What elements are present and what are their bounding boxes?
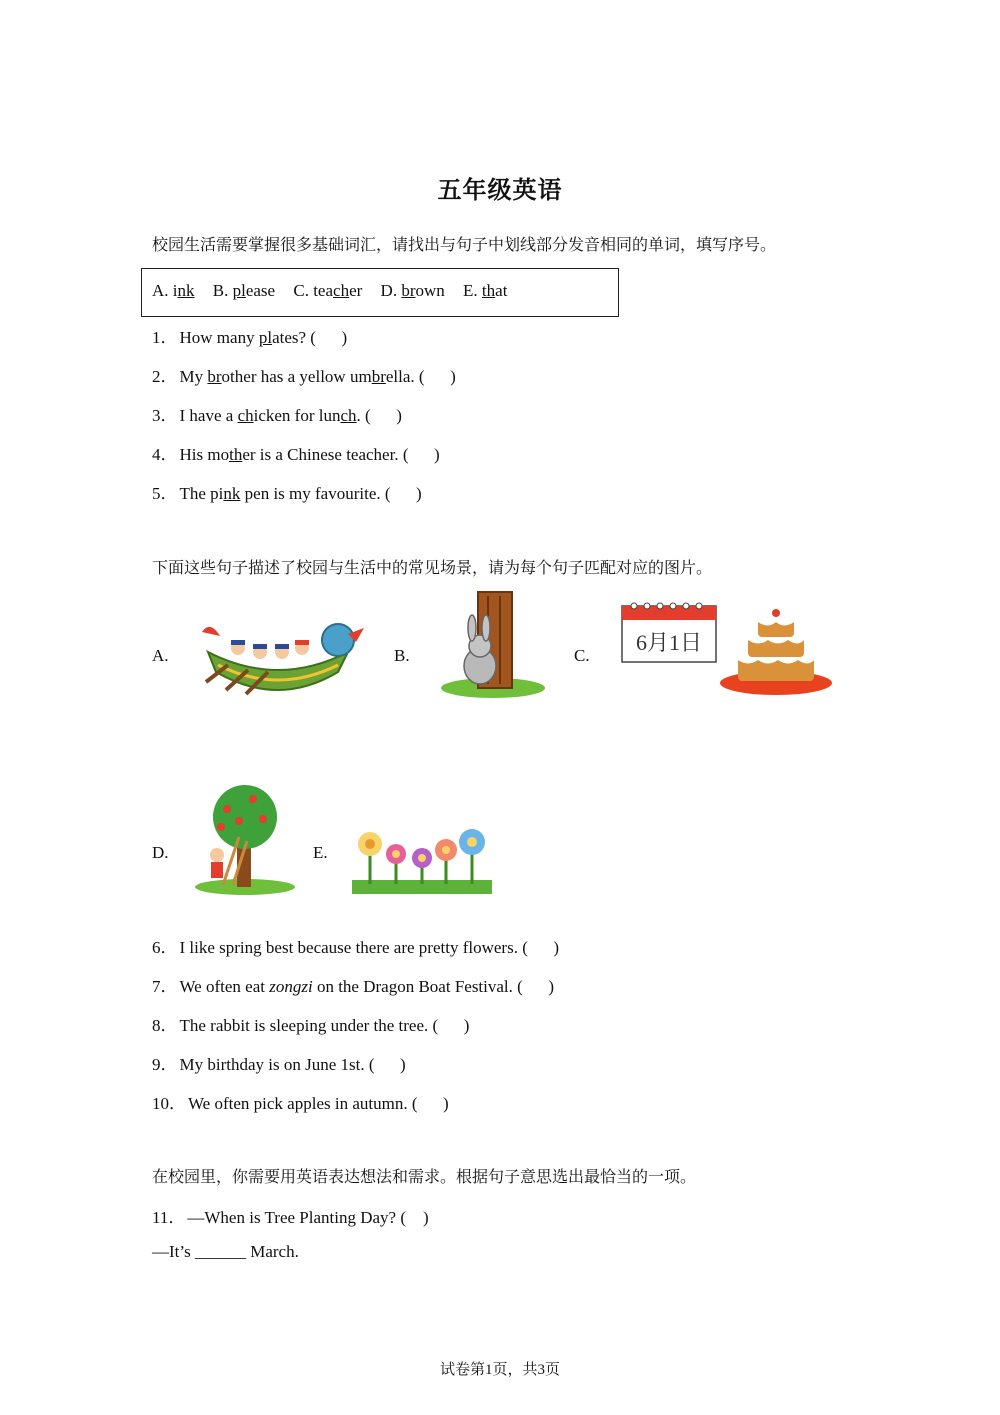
option-b: B. please bbox=[212, 281, 276, 300]
calendar-icon bbox=[620, 600, 718, 664]
question-9: 9． My birthday is on June 1st. ( ) bbox=[152, 1055, 406, 1074]
option-d: D. brown bbox=[380, 281, 445, 300]
question-2: 2． My brother has a yellow umbrella. ( ) bbox=[152, 367, 456, 386]
picture-label-d: D. bbox=[152, 843, 169, 862]
section1-instruction: 校园生活需要掌握很多基础词汇，请找出与句子中划线部分发音相同的单词，填写序号。 bbox=[152, 235, 777, 254]
option-a: A. ink bbox=[152, 281, 195, 300]
birthday-cake-image bbox=[718, 605, 834, 697]
flowers-image bbox=[350, 822, 494, 898]
question-7: 7． We often eat zongzi on the Dragon Boat Festival. ( ) bbox=[152, 977, 554, 996]
question-6: 6． I like spring best because there are pretty flowers. ( ) bbox=[152, 938, 560, 957]
question-11: 11． —When is Tree Planting Day? ( ) bbox=[152, 1208, 429, 1227]
page-title: 五年级英语 bbox=[437, 176, 563, 204]
question-10: 10． We often pick apples in autumn. ( ) bbox=[152, 1094, 449, 1113]
rabbit-under-tree-image bbox=[438, 588, 548, 700]
question-4: 4． His mother is a Chinese teacher. ( ) bbox=[152, 445, 440, 464]
option-c: C. teacher bbox=[293, 281, 363, 300]
section2-instruction: 下面这些句子描述了校园与生活中的常见场景，请为每个句子匹配对应的图片。 bbox=[152, 558, 713, 577]
option-e: E. that bbox=[463, 281, 508, 300]
calendar-date-text: 6月1日 bbox=[635, 630, 703, 655]
options-list bbox=[152, 281, 521, 301]
picture-label-e: E. bbox=[313, 843, 328, 862]
question-5: 5． The pink pen is my favourite. ( ) bbox=[152, 484, 422, 503]
question-3: 3． I have a chicken for lunch. ( ) bbox=[152, 406, 402, 425]
picture-label-a: A. bbox=[152, 646, 169, 665]
dragon-boat-image bbox=[198, 610, 363, 700]
picture-label-c: C. bbox=[574, 646, 590, 665]
question-1: 1． How many plates? ( ) bbox=[152, 328, 348, 347]
picture-label-b: B. bbox=[394, 646, 410, 665]
apple-tree-image bbox=[193, 785, 299, 897]
section3-instruction: 在校园里，你需要用英语表达想法和需求。根据句子意思选出最恰当的一项。 bbox=[152, 1167, 697, 1186]
answer-line: —It’s ______ March. bbox=[152, 1242, 299, 1261]
question-8: 8． The rabbit is sleeping under the tree. ( ) bbox=[152, 1016, 470, 1035]
page-footer: 试卷第1页，共3页 bbox=[439, 1360, 561, 1378]
